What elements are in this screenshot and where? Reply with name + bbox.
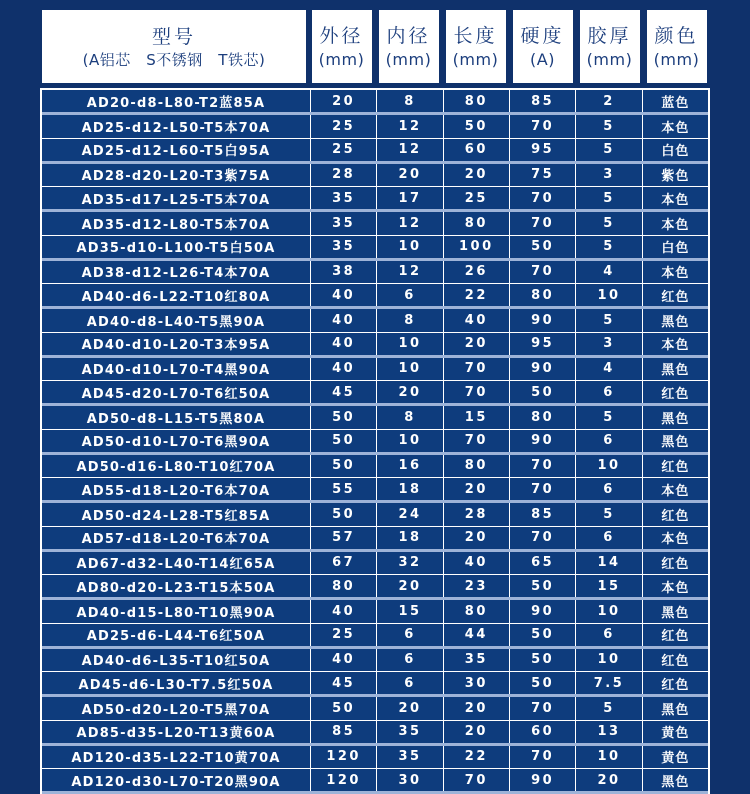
- table-row: [42, 600, 708, 623]
- inner-diameter-cell: 15: [376, 600, 442, 622]
- model-cell: AD35-d17-L25-T5本70A: [81, 192, 271, 208]
- model-cell: AD25-d6-L44-T6红50A: [86, 629, 266, 645]
- outer-diameter-cell: 50: [310, 406, 376, 428]
- color-cell: 红色: [642, 284, 708, 306]
- outer-diameter-cell: 57: [310, 527, 376, 549]
- color-cell: 红色: [642, 672, 708, 694]
- table-row: [42, 212, 708, 235]
- color-cell: 黄色: [642, 746, 708, 768]
- color-cell: 本色: [642, 212, 708, 234]
- inner-diameter-cell: 8: [376, 90, 442, 112]
- length-cell: 35: [443, 649, 509, 671]
- thickness-cell: 10: [575, 455, 641, 477]
- table-row: [42, 406, 708, 429]
- model-cell: AD50-d16-L80-T10红70A: [76, 460, 276, 476]
- length-cell: 70: [443, 381, 509, 403]
- inner-diameter-cell: 18: [376, 527, 442, 549]
- thickness-cell: 4: [575, 261, 641, 283]
- hardness-cell: 70: [509, 455, 575, 477]
- color-cell: 红色: [642, 503, 708, 525]
- hardness-cell: 85: [509, 503, 575, 525]
- length-cell: 22: [443, 746, 509, 768]
- outer-diameter-cell: 40: [310, 309, 376, 331]
- inner-diameter-cell: 12: [376, 261, 442, 283]
- color-cell: 黑色: [642, 358, 708, 380]
- inner-diameter-cell: 20: [376, 575, 442, 597]
- inner-diameter-cell: 10: [376, 333, 442, 355]
- inner-diameter-cell: 6: [376, 672, 442, 694]
- model-cell: AD40-d15-L80-T10黑90A: [76, 605, 276, 621]
- model-cell: AD20-d8-L80-T2蓝85A: [86, 95, 266, 111]
- color-cell: 蓝色: [642, 90, 708, 112]
- inner-diameter-cell: 10: [376, 358, 442, 380]
- model-cell: AD50-d20-L20-T5黑70A: [81, 702, 271, 718]
- table-row: [42, 284, 708, 309]
- model-cell: AD45-d20-L70-T6红50A: [81, 386, 271, 402]
- outer-diameter-cell: 45: [310, 381, 376, 403]
- table-row: [42, 552, 708, 575]
- thickness-cell: 6: [575, 478, 641, 500]
- inner-diameter-cell: 6: [376, 649, 442, 671]
- inner-diameter-cell: 20: [376, 381, 442, 403]
- thickness-cell: 5: [575, 406, 641, 428]
- hardness-cell: 90: [509, 430, 575, 452]
- outer-diameter-cell: 85: [310, 721, 376, 743]
- hardness-cell: 50: [509, 575, 575, 597]
- color-cell: 红色: [642, 455, 708, 477]
- inner-diameter-cell: 32: [376, 552, 442, 574]
- color-cell: 红色: [642, 649, 708, 671]
- inner-diameter-cell: 6: [376, 284, 442, 306]
- outer-diameter-cell: 20: [310, 90, 376, 112]
- model-cell: AD50-d8-L15-T5黑80A: [86, 411, 266, 427]
- model-cell: AD35-d10-L100-T5白50A: [76, 241, 276, 257]
- model-cell: AD80-d20-L23-T15本50A: [76, 580, 276, 596]
- length-cell: 70: [443, 358, 509, 380]
- thickness-cell: 3: [575, 164, 641, 186]
- model-column-title: 型号: [151, 25, 196, 48]
- thickness-cell: 3: [575, 333, 641, 355]
- color-cell: 红色: [642, 381, 708, 403]
- inner-diameter-cell: 20: [376, 697, 442, 719]
- color-cell: 黑色: [642, 309, 708, 331]
- model-column-subtitle: (A铝芯 S不锈钢 T铁芯): [82, 51, 266, 69]
- length-cell: 80: [443, 600, 509, 622]
- thickness-cell: 15: [575, 575, 641, 597]
- inner-diameter-cell: 12: [376, 139, 442, 161]
- length-cell: 30: [443, 672, 509, 694]
- outer-diameter-cell: 50: [310, 455, 376, 477]
- outer-diameter-cell: 28: [310, 164, 376, 186]
- table-row: [42, 624, 708, 649]
- inner-diameter-cell: 10: [376, 236, 442, 258]
- color-cell: 黑色: [642, 697, 708, 719]
- hardness-cell: 95: [509, 333, 575, 355]
- hardness-cell: 75: [509, 164, 575, 186]
- color-cell: 红色: [642, 624, 708, 646]
- outer-diameter-cell: 67: [310, 552, 376, 574]
- model-cell: AD25-d12-L60-T5白95A: [81, 144, 271, 160]
- column-title: 外径: [319, 24, 364, 47]
- table-body: [40, 88, 710, 794]
- table-row: [42, 478, 708, 503]
- thickness-cell: 6: [575, 381, 641, 403]
- column-title: 硬度: [520, 24, 565, 47]
- color-cell: 白色: [642, 236, 708, 258]
- length-cell: 22: [443, 284, 509, 306]
- thickness-cell: 5: [575, 309, 641, 331]
- thickness-cell: 5: [575, 212, 641, 234]
- thickness-cell: 10: [575, 649, 641, 671]
- table-row: [42, 746, 708, 769]
- inner-diameter-cell: 16: [376, 455, 442, 477]
- column-title: 胶厚: [587, 24, 632, 47]
- length-cell: 80: [443, 212, 509, 234]
- hardness-cell: 70: [509, 697, 575, 719]
- hardness-cell: 90: [509, 358, 575, 380]
- thickness-cell: 13: [575, 721, 641, 743]
- table-header: [40, 10, 710, 83]
- inner-diameter-cell: 8: [376, 406, 442, 428]
- model-cell: AD28-d20-L20-T3紫75A: [81, 169, 271, 185]
- outer-diameter-cell: 25: [310, 139, 376, 161]
- color-cell: 本色: [642, 261, 708, 283]
- length-cell: 80: [443, 455, 509, 477]
- column-unit: (mm): [653, 50, 700, 70]
- color-cell: 紫色: [642, 164, 708, 186]
- thickness-cell: 10: [575, 284, 641, 306]
- outer-diameter-cell: 38: [310, 261, 376, 283]
- color-cell: 白色: [642, 139, 708, 161]
- length-cell: 25: [443, 187, 509, 209]
- column-unit: (mm): [318, 50, 365, 70]
- color-cell: 本色: [642, 333, 708, 355]
- outer-diameter-cell: 45: [310, 672, 376, 694]
- thickness-cell: 6: [575, 527, 641, 549]
- inner-diameter-cell: 30: [376, 769, 442, 791]
- hardness-cell: 50: [509, 649, 575, 671]
- inner-diameter-cell: 10: [376, 430, 442, 452]
- inner-diameter-cell: 12: [376, 212, 442, 234]
- outer-diameter-cell: 40: [310, 358, 376, 380]
- table-row: [42, 333, 708, 358]
- table-row: [42, 769, 708, 794]
- color-cell: 黑色: [642, 600, 708, 622]
- model-cell: AD67-d32-L40-T14红65A: [76, 557, 276, 573]
- length-cell: 28: [443, 503, 509, 525]
- color-cell: 黄色: [642, 721, 708, 743]
- thickness-cell: 5: [575, 187, 641, 209]
- model-cell: AD40-d10-L20-T3本95A: [81, 338, 271, 354]
- hardness-cell: 65: [509, 552, 575, 574]
- thickness-cell: 5: [575, 503, 641, 525]
- model-cell: AD38-d12-L26-T4本70A: [81, 266, 271, 282]
- hardness-cell: 80: [509, 284, 575, 306]
- hardness-cell: 70: [509, 527, 575, 549]
- column-header: [379, 10, 439, 83]
- color-cell: 黑色: [642, 769, 708, 791]
- thickness-cell: 5: [575, 697, 641, 719]
- outer-diameter-cell: 50: [310, 503, 376, 525]
- column-title: 内径: [386, 24, 431, 47]
- thickness-cell: 20: [575, 769, 641, 791]
- thickness-cell: 2: [575, 90, 641, 112]
- table-row: [42, 527, 708, 552]
- column-header: [312, 10, 372, 83]
- model-cell: AD50-d24-L28-T5红85A: [81, 508, 271, 524]
- outer-diameter-cell: 50: [310, 430, 376, 452]
- hardness-cell: 90: [509, 769, 575, 791]
- length-cell: 23: [443, 575, 509, 597]
- hardness-cell: 50: [509, 381, 575, 403]
- length-cell: 15: [443, 406, 509, 428]
- inner-diameter-cell: 6: [376, 624, 442, 646]
- model-cell: AD55-d18-L20-T6本70A: [81, 483, 271, 499]
- hardness-cell: 70: [509, 115, 575, 137]
- table-row: [42, 455, 708, 478]
- length-cell: 80: [443, 90, 509, 112]
- outer-diameter-cell: 25: [310, 624, 376, 646]
- outer-diameter-cell: 35: [310, 236, 376, 258]
- model-cell: AD85-d35-L20-T13黄60A: [76, 726, 276, 742]
- table-row: [42, 187, 708, 212]
- column-title: 颜色: [654, 24, 699, 47]
- length-cell: 40: [443, 309, 509, 331]
- outer-diameter-cell: 35: [310, 187, 376, 209]
- length-cell: 20: [443, 333, 509, 355]
- length-cell: 70: [443, 430, 509, 452]
- color-cell: 本色: [642, 187, 708, 209]
- thickness-cell: 6: [575, 430, 641, 452]
- table-row: [42, 672, 708, 697]
- thickness-cell: 5: [575, 236, 641, 258]
- outer-diameter-cell: 120: [310, 746, 376, 768]
- length-cell: 50: [443, 115, 509, 137]
- model-cell: AD45-d6-L30-T7.5红50A: [78, 677, 274, 693]
- table-row: [42, 261, 708, 284]
- column-header: [513, 10, 573, 83]
- column-header: [446, 10, 506, 83]
- length-cell: 20: [443, 478, 509, 500]
- hardness-cell: 70: [509, 478, 575, 500]
- length-cell: 40: [443, 552, 509, 574]
- color-cell: 本色: [642, 478, 708, 500]
- length-cell: 20: [443, 721, 509, 743]
- outer-diameter-cell: 40: [310, 284, 376, 306]
- length-cell: 70: [443, 769, 509, 791]
- model-cell: AD25-d12-L50-T5本70A: [81, 120, 271, 136]
- hardness-cell: 80: [509, 406, 575, 428]
- table-row: [42, 236, 708, 261]
- table-row: [42, 381, 708, 406]
- hardness-cell: 60: [509, 721, 575, 743]
- outer-diameter-cell: 50: [310, 697, 376, 719]
- outer-diameter-cell: 40: [310, 600, 376, 622]
- hardness-cell: 70: [509, 187, 575, 209]
- table-row: [42, 697, 708, 720]
- column-title: 长度: [453, 24, 498, 47]
- hardness-cell: 50: [509, 672, 575, 694]
- length-cell: 20: [443, 697, 509, 719]
- inner-diameter-cell: 35: [376, 746, 442, 768]
- outer-diameter-cell: 55: [310, 478, 376, 500]
- column-unit: (mm): [452, 50, 499, 70]
- table-row: [42, 309, 708, 332]
- length-cell: 100: [443, 236, 509, 258]
- outer-diameter-cell: 25: [310, 115, 376, 137]
- model-cell: AD40-d8-L40-T5黑90A: [86, 314, 266, 330]
- table-row: [42, 139, 708, 164]
- table-row: [42, 90, 708, 115]
- column-unit: (A): [530, 50, 555, 70]
- hardness-cell: 70: [509, 746, 575, 768]
- model-cell: AD57-d18-L20-T6本70A: [81, 532, 271, 548]
- column-header: [647, 10, 707, 83]
- inner-diameter-cell: 24: [376, 503, 442, 525]
- hardness-cell: 95: [509, 139, 575, 161]
- color-cell: 本色: [642, 115, 708, 137]
- hardness-cell: 90: [509, 600, 575, 622]
- table-row: [42, 115, 708, 138]
- inner-diameter-cell: 8: [376, 309, 442, 331]
- model-cell: AD40-d6-L22-T10红80A: [81, 289, 271, 305]
- thickness-cell: 5: [575, 115, 641, 137]
- color-cell: 红色: [642, 552, 708, 574]
- inner-diameter-cell: 35: [376, 721, 442, 743]
- thickness-cell: 10: [575, 746, 641, 768]
- thickness-cell: 4: [575, 358, 641, 380]
- color-cell: 黑色: [642, 406, 708, 428]
- column-unit: (mm): [586, 50, 633, 70]
- table-row: [42, 164, 708, 187]
- column-header: [580, 10, 640, 83]
- color-cell: 本色: [642, 527, 708, 549]
- length-cell: 44: [443, 624, 509, 646]
- length-cell: 60: [443, 139, 509, 161]
- length-cell: 26: [443, 261, 509, 283]
- inner-diameter-cell: 12: [376, 115, 442, 137]
- outer-diameter-cell: 40: [310, 649, 376, 671]
- hardness-cell: 70: [509, 261, 575, 283]
- outer-diameter-cell: 35: [310, 212, 376, 234]
- table-row: [42, 721, 708, 746]
- outer-diameter-cell: 40: [310, 333, 376, 355]
- product-spec-sheet: [0, 10, 750, 790]
- hardness-cell: 70: [509, 212, 575, 234]
- inner-diameter-cell: 18: [376, 478, 442, 500]
- thickness-cell: 7.5: [575, 672, 641, 694]
- table-row: [42, 358, 708, 381]
- hardness-cell: 85: [509, 90, 575, 112]
- hardness-cell: 90: [509, 309, 575, 331]
- length-cell: 20: [443, 164, 509, 186]
- model-cell: AD50-d10-L70-T6黑90A: [81, 435, 271, 451]
- thickness-cell: 5: [575, 139, 641, 161]
- model-column-header: [42, 10, 306, 83]
- color-cell: 黑色: [642, 430, 708, 452]
- hardness-cell: 50: [509, 624, 575, 646]
- inner-diameter-cell: 17: [376, 187, 442, 209]
- color-cell: 本色: [642, 575, 708, 597]
- model-cell: AD120-d35-L22-T10黄70A: [71, 751, 281, 767]
- table-row: [42, 575, 708, 600]
- table-row: [42, 649, 708, 672]
- table-row: [42, 430, 708, 455]
- column-unit: (mm): [385, 50, 432, 70]
- hardness-cell: 50: [509, 236, 575, 258]
- inner-diameter-cell: 20: [376, 164, 442, 186]
- model-cell: AD40-d10-L70-T4黑90A: [81, 363, 271, 379]
- thickness-cell: 6: [575, 624, 641, 646]
- thickness-cell: 14: [575, 552, 641, 574]
- model-cell: AD35-d12-L80-T5本70A: [81, 217, 271, 233]
- thickness-cell: 10: [575, 600, 641, 622]
- length-cell: 20: [443, 527, 509, 549]
- outer-diameter-cell: 120: [310, 769, 376, 791]
- outer-diameter-cell: 80: [310, 575, 376, 597]
- model-cell: AD120-d30-L70-T20黑90A: [71, 774, 281, 790]
- table-row: [42, 503, 708, 526]
- model-cell: AD40-d6-L35-T10红50A: [81, 654, 271, 670]
